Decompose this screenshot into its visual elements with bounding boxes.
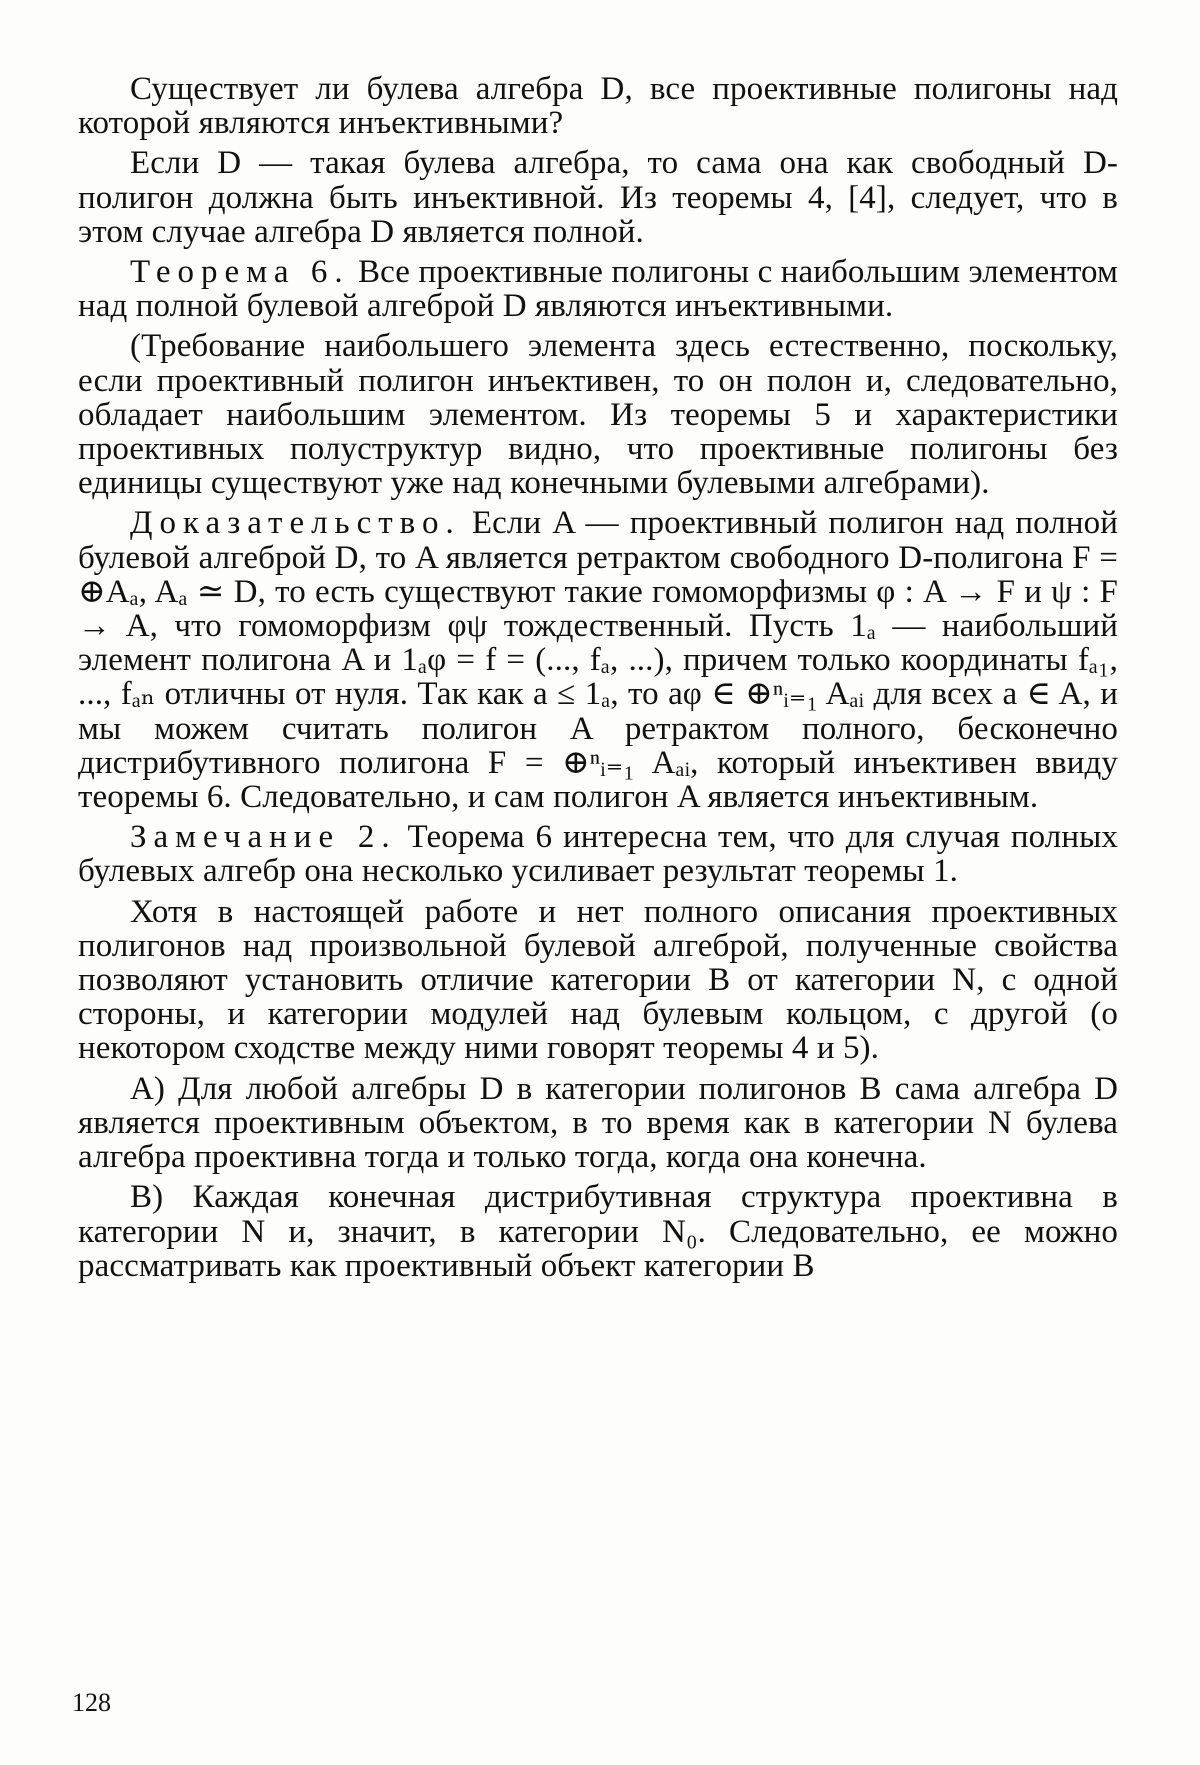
list-item-text: А) Для любой алгебры D в категории полигонов B сама алгебра D является проективным объектом, в то время как в категории N булева алгебра проективна тогда и только тогда, когда она конечна. — [78, 1070, 1118, 1176]
page-number: 128 — [72, 1688, 111, 1717]
remark-text: Теорема 6 интересна тем, что для случая полных булевых алгебр она несколько усиливает результат теоремы 1. — [78, 819, 1118, 890]
list-item-b — [78, 1180, 1118, 1283]
paragraph-although — [78, 895, 1118, 1066]
list-item-text: В) Каждая конечная дистрибутивная структура проективна в категории N и, значит, в категории N₀. Следовательно, ее можно рассматривать как проективный объект категории B — [78, 1179, 1118, 1284]
theorem-6 — [78, 255, 1118, 323]
paragraph-question — [78, 72, 1118, 140]
paragraph-text: Существует ли булева алгебра D, все проективные полигоны над которой являются инъективными? — [78, 71, 1118, 142]
proof-text: Если A — проективный полигон над полной булевой алгеброй D, то A является ретрактом свободного D-полигона F = ⊕Aₐ, Aₐ ≃ D, то есть существуют такие гомоморфизмы φ : A → F и ψ : F → A, что гомоморфизм φψ тождественный. Пусть 1ₐ — наибольший элемент полигона A и 1ₐφ = f = (..., fₐ, ...), причем только координаты fₐ₁, ..., fₐₙ отличны от нуля. Так как a ≤ 1ₐ, то aφ ∈ ⊕ⁿᵢ₌₁ Aₐᵢ для всех a ∈ A, и мы можем считать полигон A ретрактом полного, бесконечно дистрибутивного полигона F = ⊕ⁿᵢ₌₁ Aₐᵢ, который инъективен ввиду теоремы 6. Следовательно, и сам полигон A является инъективным. — [78, 505, 1118, 816]
proof-heading: Доказательство. — [130, 505, 461, 542]
remark-2 — [78, 820, 1118, 888]
proof — [78, 506, 1118, 814]
theorem-text: Все проективные полигоны с наибольшим элементом над полной булевой алгеброй D являются инъективными. — [78, 254, 1118, 325]
paragraph-text: (Требование наибольшего элемента здесь естественно, поскольку, если проективный полигон инъективен, то он полон и, следовательно, обладает наибольшим элементом. Из теоремы 5 и характеристики проективных полуструктур видно, что проективные полигоны без единицы существуют уже над конечными булевыми алгебрами). — [78, 328, 1118, 502]
paragraph-text: Хотя в настоящей работе и нет полного описания проективных полигонов над произвольной булевой алгеброй, полученные свойства позволяют установить отличие категории B от категории N, с одной стороны, и категории модулей над булевым кольцом, с другой (о некотором сходстве между ними говорят теоремы 4 и 5). — [78, 893, 1118, 1067]
paragraph-requirement — [78, 329, 1118, 500]
paragraph-text: Если D — такая булева алгебра, то сама она как свободный D-полигон должна быть инъективной. Из теоремы 4, [4], следует, что в этом случае алгебра D является полной. — [78, 145, 1118, 250]
list-item-a — [78, 1072, 1118, 1175]
theorem-heading: Теорема 6. — [130, 254, 350, 291]
remark-heading: Замечание 2. — [130, 819, 397, 856]
page-body — [78, 72, 1118, 1289]
paragraph-if-such — [78, 146, 1118, 249]
